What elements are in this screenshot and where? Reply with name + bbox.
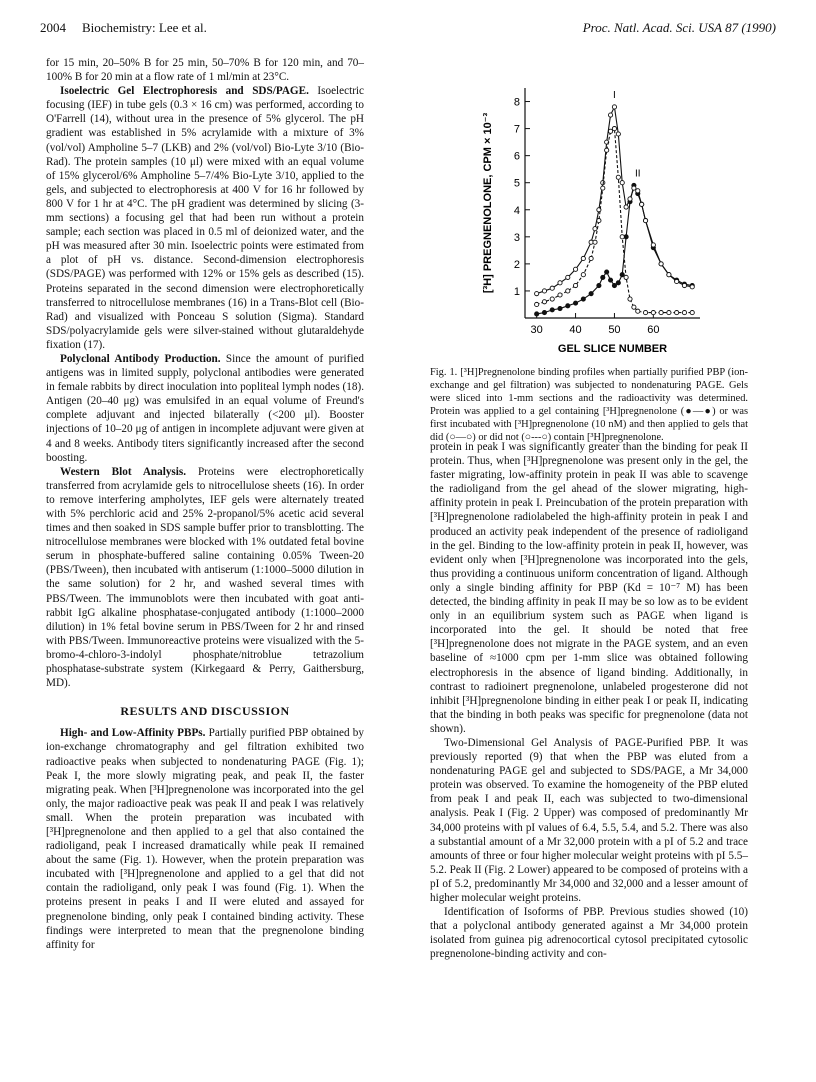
data-point-series-1 [566, 304, 570, 308]
x-axis-label: GEL SLICE NUMBER [557, 343, 668, 355]
data-point-series-2 [659, 262, 663, 266]
data-point-series-1 [601, 275, 605, 279]
data-point-series-3 [682, 310, 686, 314]
paragraph [46, 465, 364, 691]
data-point-series-3 [667, 310, 671, 314]
data-point-series-2 [616, 132, 620, 136]
data-point-series-3 [628, 297, 632, 301]
data-point-series-3 [636, 309, 640, 313]
y-tick-label: 7 [513, 123, 520, 136]
peak-label: II [634, 168, 641, 180]
run-in-heading: High- and Low-Affinity PBPs. [60, 727, 206, 740]
paragraph: protein in peak I was significantly greater than the binding for peak II protein. Thus, when [³H]pregnenolone was present only in the gel, the faster migrating, low-affinity protein in peak II was able to scavenge the radioligand from the gel ahead of the slower migrating, high-affinity protein in peak I. Preincubation of the protein preparation with [³H]pregnenolone radiolabeled the high-affinity protein in peak I and produced an activity peak independent of the presence of radioligand in the gel. Binding to the low-affinity protein in peak II, however, was evident only when [³H]pregnenolone was incorporated into the gels, thus providing a continuous uniform concentration of ligand. Although only a single binding affinity for PBP (Kd = 10⁻⁷ M) has been detected, the binding affinity in peak II may be so low as to be evident only in an equilibrium system such as PAGE when ligand is incorporated into the gel. It should be noted that free [³H]pregnenolone does not migrate in the PAGE system, and an even baseline of ≈1000 cpm per 1-mm slice was obtained following electrophoresis in the absence of ligand binding. Additionally, in contrast to radioinert pregnenolone, unlabeled progesterone did not inhibit [³H]pregnenolone binding in either peak I or peak II, indicating that the binding in both peaks was specific for pregnenolone (data not shown). [430, 441, 748, 735]
data-point-series-1 [573, 301, 577, 305]
data-point-series-2 [682, 283, 686, 287]
data-point-series-2 [628, 197, 632, 201]
paragraph-body: Proteins were electrophoretically transferred from acrylamide gels to nitrocellulose sheets (16). In order to remove interfering ampholytes, IEF gels were alternately treated with 5% perchloric acid and 25% 2-propanol/5% acetic acid several times and then soaked in SDS sample buffer prior to transblotting. The nitrocellulose membranes were blocked with 1% outdated fetal bovine serum in phosphate-buffered saline containing 0.05% Tween-20 (PBS/Tween), then incubated with antiserum (1:1000–5000 dilution in the same solution) for 2 hr, and washed several times with PBS/Tween. The immunoblots were then incubated with goat anti-rabbit IgG alkaline phosphatase-conjugated antibody (1:1000–2000 dilution) in 1% fetal bovine serum in PBS/Tween for 2 hr and rinsed with PBS/Tween. Immunoreactive proteins were visualized with the 5-bromo-4-chloro-3-indolyl phosphate/nitroblue tetrazolium phosphatase-substrate system (Kirkegaard & Perry, Gaithersburg, MD). [46, 465, 364, 690]
data-point-series-3 [589, 256, 593, 260]
run-in-heading: Western Blot Analysis. [60, 465, 187, 478]
data-point-series-1 [542, 310, 546, 314]
data-point-series-3 [624, 275, 628, 279]
y-tick-label: 5 [513, 177, 520, 190]
data-point-series-3 [535, 302, 539, 306]
run-in-heading: Two-Dimensional Gel Analysis of PAGE-Purified PBP. [444, 736, 711, 749]
journal-reference: Proc. Natl. Acad. Sci. USA 87 (1990) [582, 20, 776, 35]
paragraph-body: Since the amount of purified antigens was in limited supply, polyclonal antibodies were generated in female rabbits by direct inoculation into popliteal lymph nodes (18). Antigen (20–40 μg) was emulsifed in an equal volume of Freund's complete adjuvant and injected bilaterally (<200 μl). Booster injections of 10–20 μg of antigen in incomplete adjuvant were given at 4 and 8 weeks. Antibody titers significantly increased after the second boosting. [46, 352, 364, 464]
data-point-series-3 [620, 235, 624, 239]
figure-caption [430, 366, 748, 444]
data-point-series-2 [608, 113, 612, 117]
page-number: 2004 [40, 20, 66, 35]
x-tick-label: 50 [608, 324, 621, 336]
data-point-series-3 [542, 300, 546, 304]
data-point-series-3 [601, 186, 605, 190]
data-point-series-2 [581, 256, 585, 260]
data-point-series-1 [597, 283, 601, 287]
paragraph [46, 352, 364, 465]
data-point-series-1 [608, 278, 612, 282]
data-point-series-2 [636, 189, 640, 193]
data-point-series-1 [605, 270, 609, 274]
data-point-series-3 [593, 240, 597, 244]
data-point-series-1 [581, 297, 585, 301]
paragraph-body: It was previously reported (9) that when the PBP was eluted from a nondenaturing PAGE gel and subjected to SDS/PAGE, a Mr 34,000 protein was observed. To examine the homogeneity of the PBP eluted from peak I and peak II, each was subjected to two-dimensional analysis. Peak I (Fig. 2 Upper) was composed of predominantly Mr 34,000 proteins with pI values of 6.4, 5.5, 5.4, and 5.2. There was also a substantial amount of a Mr 32,000 protein with a pI of 5.2 and trace amounts of three or four higher molecular weight proteins with pI 5.5–5.2. Peak II (Fig. 2 Lower) appeared to be composed of proteins with a pI of 5.2, predominantly Mr 34,000 and 32,000 and a lesser amount of higher molecular weight proteins. [430, 736, 748, 904]
y-tick-label: 2 [513, 258, 520, 271]
data-point-series-2 [550, 286, 554, 290]
data-point-series-1 [535, 312, 539, 316]
data-point-series-2 [624, 205, 628, 209]
run-in-heading: Identification of Isoforms of PBP. [444, 906, 605, 919]
data-point-series-2 [558, 281, 562, 285]
data-point-series-2 [535, 292, 539, 296]
data-point-series-2 [632, 186, 636, 190]
data-point-series-2 [675, 279, 679, 283]
data-point-series-2 [542, 289, 546, 293]
run-in-heading: Isoelectric Gel Electrophoresis and SDS/PAGE. [60, 85, 309, 98]
y-tick-label: 4 [513, 204, 520, 217]
series-line-2 [537, 107, 693, 294]
caption-label: Fig. 1. [430, 367, 458, 378]
y-tick-label: 3 [513, 231, 520, 244]
section-title: RESULTS AND DISCUSSION [120, 704, 290, 719]
data-point-series-3 [608, 129, 612, 133]
data-point-series-3 [581, 273, 585, 277]
caption-text: [³H]Pregnenolone binding profiles when partially purified PBP (ion-exchange and gel filtration) was subjected to nondenaturing PAGE. Gels were sliced into 1-mm sections and the radioactivity was determined. Protein was applied to a gel containing [³H]pregnenolone (●—●) or was first incubated with [³H]pregnenolone (10 nM) and then applied to gels that did (○—○) or did not (○---○) contain [³H]pregnenolone. [430, 367, 748, 443]
y-axis-label: [³H] PREGNENOLONE, CPM × 10⁻³ [482, 112, 494, 294]
x-tick-label: 30 [530, 324, 543, 336]
run-in-heading: Polyclonal Antibody Production. [60, 352, 221, 365]
data-point-series-2 [573, 267, 577, 271]
data-point-series-3 [675, 310, 679, 314]
x-tick-label: 60 [647, 324, 660, 336]
data-point-series-2 [566, 275, 570, 279]
data-point-series-3 [643, 310, 647, 314]
left-column [46, 56, 364, 952]
data-point-series-1 [558, 306, 562, 310]
x-tick-label: 40 [569, 324, 582, 336]
paragraph-body: Partially purified PBP obtained by ion-exchange chromatography and gel filtration exhibited two radioactive peaks when subjected to nondenaturing PAGE (Fig. 1); Peak I, the more slowly migrating peak, and peak II, the faster migrating peak. When [³H]pregnenolone was incorporated into the gel only, the major radioactive peak was peak II and peak I was relatively small. When the protein preparation was incubated with [³H]pregnenolone and then applied to a gel that also contained the radioligand, peak I increased dramatically while peak II remained about the same (Fig. 1). However, when the protein preparation was incubated with [³H]pregnenolone and applied to a gel that did not contain the radioligand, only peak I was found (Fig. 1). When the proteins present in peaks I and II were eluted and assayed for pregnenolone binding, only peak I contained binding activity. These findings were interpreted to mean that the pregnenolone binding affinity for [46, 727, 364, 951]
data-point-series-2 [667, 273, 671, 277]
data-point-series-3 [651, 310, 655, 314]
data-point-series-3 [632, 305, 636, 309]
paragraph-body: Isoelectric focusing (IEF) in tube gels (0.3 × 16 cm) was performed, according to O'Farrell (14), without urea in the presence of 5% glycerol. The pH gradient was established in 5% acrylamide with a mixture of 3% (vol/vol) Ampholine 5–7 (LKB) and 2% (vol/vol) Bio-Lyte 3/10 (Bio-Rad). The protein samples (10 μl) were mixed with an equal volume of 15% glycerol/6% Ampholine 5–7/4% Bio-Lyte 3/10, applied to the gels, and subjected to electrophoresis at 400 V for 16 hr followed by 800 V for 1 hr at 4°C. The pH gradient was determined by slicing (3-mm sections) a focusing gel that had been run without a protein sample; each section was placed in 0.5 ml of deionized water, and the pH was measured after 30 min. Isoelectric points were estimated from a plot of pH vs. distance. Second-dimension electrophoresis (SDS/PAGE) was performed with 12% or 15% gels as described (15). Proteins separated in the second dimension were electrophoretically transferred to nitrocellulose membranes (16) in a Trans-Blot cell (Bio-Rad) and visualized with Ponceau S solution (Sigma). Standard SDS/polyacrylamide gels were silver-stained without glutaraldehyde fixation (17). [46, 85, 364, 351]
data-point-series-2 [643, 218, 647, 222]
y-tick-label: 1 [513, 285, 520, 298]
data-point-series-1 [612, 283, 616, 287]
paragraph [430, 736, 748, 905]
data-point-series-3 [659, 310, 663, 314]
data-point-series-2 [593, 227, 597, 231]
data-point-series-2 [651, 243, 655, 247]
journal-section: Biochemistry: Lee et al. [82, 20, 207, 35]
figure-1 [430, 78, 748, 360]
data-point-series-3 [597, 218, 601, 222]
data-point-series-2 [620, 181, 624, 185]
peak-label: I [613, 90, 616, 102]
data-point-series-3 [558, 293, 562, 297]
data-point-series-2 [690, 285, 694, 289]
paragraph [46, 84, 364, 352]
data-point-series-3 [550, 297, 554, 301]
data-point-series-3 [616, 175, 620, 179]
paragraph [46, 726, 364, 952]
data-point-series-3 [612, 126, 616, 130]
paragraph [430, 905, 748, 961]
data-point-series-1 [620, 273, 624, 277]
y-tick-label: 6 [513, 150, 520, 163]
data-point-series-3 [566, 289, 570, 293]
page-header [40, 20, 776, 40]
y-tick-label: 8 [513, 96, 520, 109]
paragraph: for 15 min, 20–50% B for 25 min, 50–70% B for 120 min, and 70–100% B for 20 min at a flow rate of 1 ml/min at 23°C. [46, 57, 364, 84]
data-point-series-1 [616, 281, 620, 285]
binding-profile-chart [430, 78, 748, 360]
data-point-series-2 [612, 105, 616, 109]
data-point-series-1 [589, 292, 593, 296]
data-point-series-1 [550, 308, 554, 312]
data-point-series-3 [605, 148, 609, 152]
paragraph-body: Previous studies showed (10) that a polyclonal antibody generated against a Mr 34,000 protein isolated from guinea pig adrenocortical cytosol precipitated cytosolic pregnenolone-binding activity and con- [430, 906, 748, 961]
data-point-series-2 [640, 202, 644, 206]
data-point-series-3 [690, 310, 694, 314]
right-column [430, 440, 748, 961]
data-point-series-3 [573, 283, 577, 287]
